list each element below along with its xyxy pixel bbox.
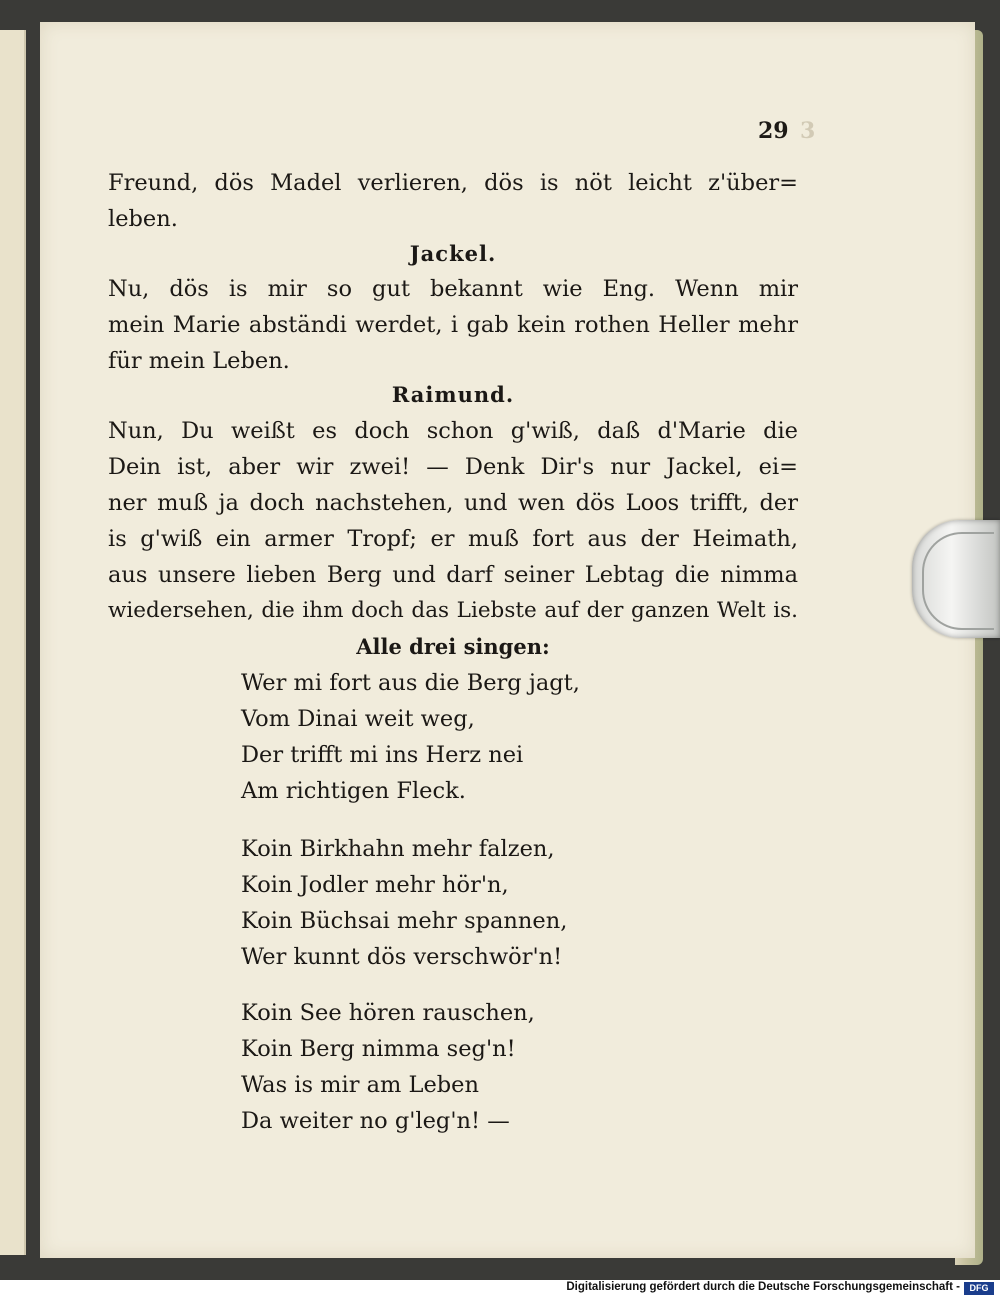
verse-line: Koin Birkhahn mehr falzen, (241, 836, 555, 862)
stage-direction: Alle drei singen: (356, 634, 550, 659)
page-clip (912, 520, 1000, 638)
text-line: wiedersehen, die ihm doch das Liebste auf der ganzen Welt is. (108, 598, 798, 623)
text-line: Freund, dös Madel verlieren, dös is nöt leicht z'über= (108, 170, 798, 196)
verse-line: Der trifft mi ins Herz nei (241, 742, 524, 768)
verse-line: Koin Jodler mehr hör'n, (241, 872, 509, 898)
left-page-edge (0, 30, 26, 1255)
text-line: Dein ist, aber wir zwei! — Denk Dir's nur Jackel, ei= (108, 454, 798, 480)
text-line: is g'wiß ein armer Tropf; er muß fort aus der Heimath, (108, 526, 798, 552)
verse-line: Was is mir am Leben (241, 1072, 479, 1098)
verse-line: Koin Büchsai mehr spannen, (241, 908, 568, 934)
verse-line: Am richtigen Fleck. (241, 778, 466, 804)
page-number: 29 (758, 118, 789, 144)
text-line: ner muß ja doch nachstehen, und wen dös Loos trifft, der (108, 490, 798, 516)
text-line: mein Marie abständi werdet, i gab kein rothen Heller mehr (108, 312, 798, 338)
dfg-logo-icon: DFG (964, 1282, 994, 1295)
text-line: leben. (108, 206, 178, 232)
text-line: aus unsere lieben Berg und darf seiner Lebtag die nimma (108, 562, 798, 588)
bleed-through-mark: 3 (800, 118, 816, 144)
book-page (40, 22, 975, 1258)
verse-line: Koin See hören rauschen, (241, 1000, 535, 1026)
verse-line: Vom Dinai weit weg, (241, 706, 475, 732)
text-line: Nun, Du weißt es doch schon g'wiß, daß d'Marie die (108, 418, 798, 444)
speaker-name: Raimund. (391, 382, 515, 407)
funding-notice: Digitalisierung gefördert durch die Deutsche Forschungsgemeinschaft - (566, 1281, 960, 1293)
speaker-name: Jackel. (409, 241, 497, 266)
verse-line: Da weiter no g'leg'n! — (241, 1108, 510, 1134)
verse-line: Wer kunnt dös verschwör'n! (241, 944, 563, 970)
text-line: für mein Leben. (108, 348, 290, 374)
footer-bar (0, 1280, 1000, 1297)
verse-line: Koin Berg nimma seg'n! (241, 1036, 516, 1062)
text-line: Nu, dös is mir so gut bekannt wie Eng. Wenn mir (108, 276, 798, 302)
verse-line: Wer mi fort aus die Berg jagt, (241, 670, 580, 696)
page-clip-loop (922, 532, 994, 630)
